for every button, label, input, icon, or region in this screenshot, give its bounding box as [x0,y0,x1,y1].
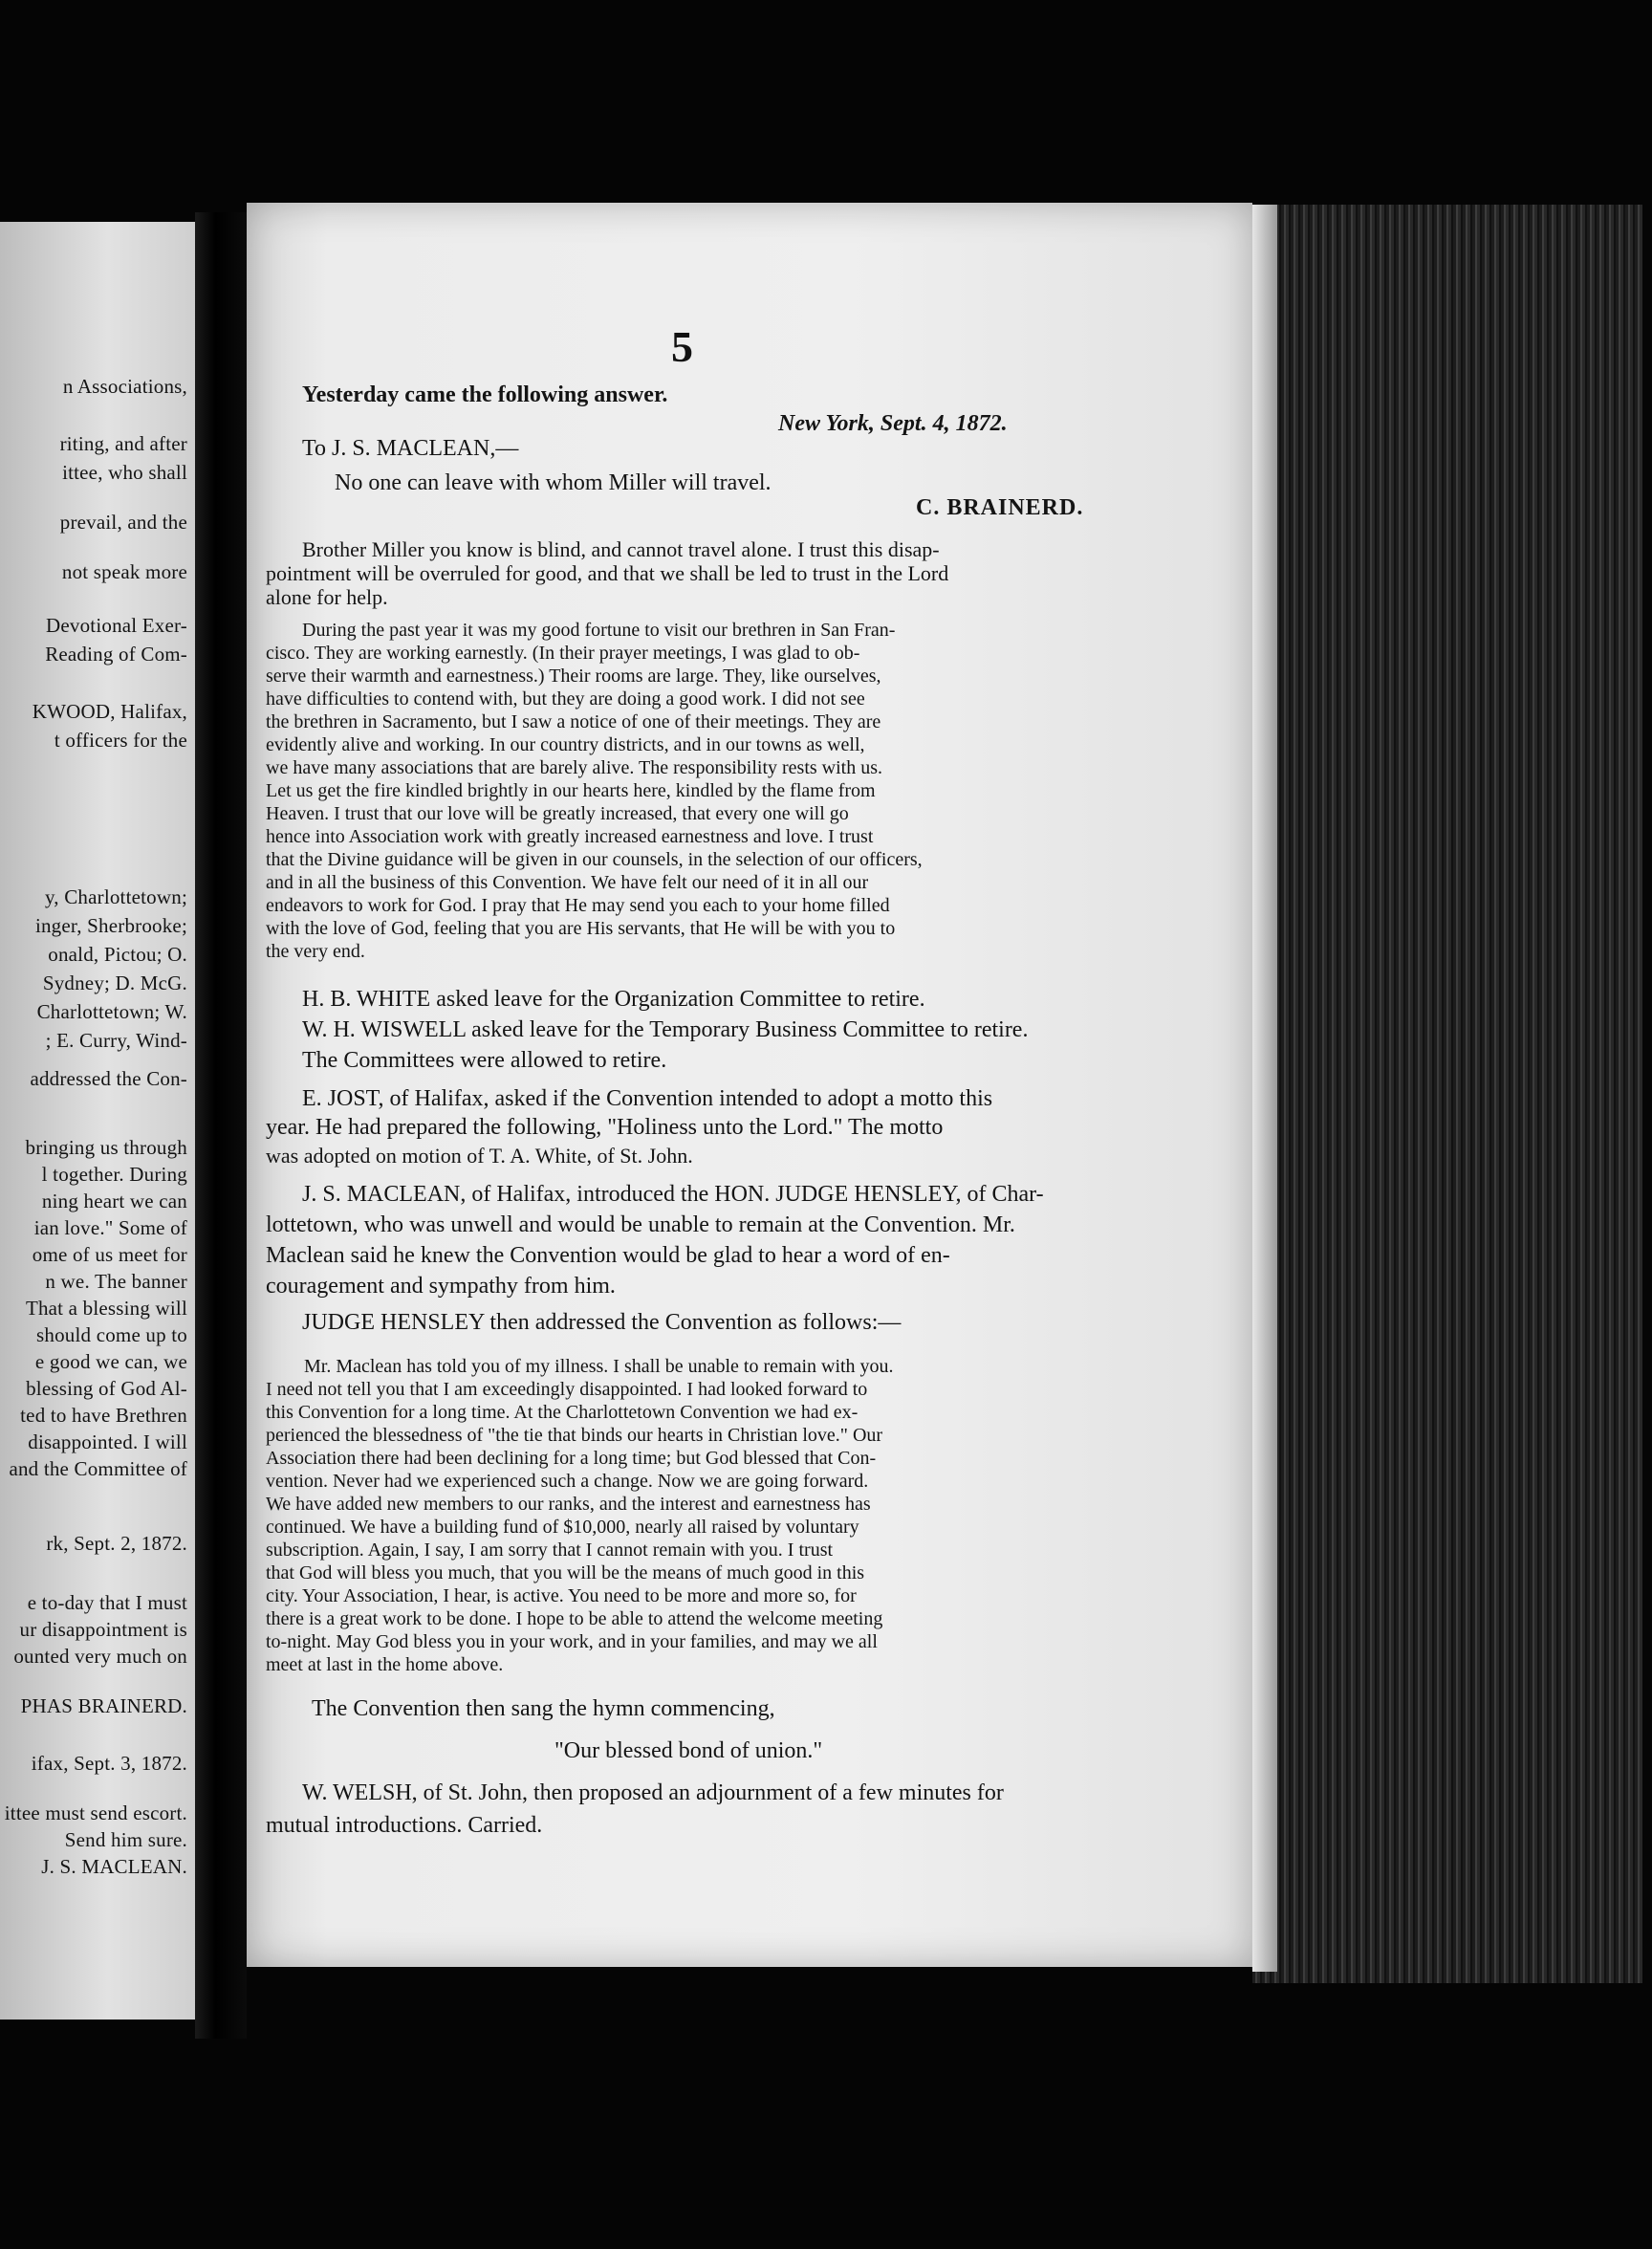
speech-line: We have added new members to our ranks, and the interest and earnestness has [266,1494,871,1515]
left-page-line: l together. During [41,1163,187,1186]
left-page-line: disappointed. I will [28,1430,187,1453]
left-page-line: ning heart we can [41,1190,187,1212]
dateline: New York, Sept. 4, 1872. [778,411,1008,436]
body-line: Heaven. I trust that our love will be greatly increased, that every one will go [266,803,849,824]
left-page-line: n Associations, [62,375,187,398]
minutes-line: Maclean said he knew the Convention would be glad to hear a word of en- [266,1243,950,1268]
answer-intro: Yesterday came the following answer. [302,382,668,407]
speech-line: Association there had been declining for a long time; but God blessed that Con- [266,1448,877,1469]
left-page-line: addressed the Con- [30,1067,187,1090]
speech-line: city. Your Association, I hear, is active. You need to be more and more so, for [266,1585,857,1606]
left-page-line: J. S. MACLEAN. [41,1855,187,1878]
minutes-line: H. B. WHITE asked leave for the Organization Committee to retire. [302,987,925,1012]
left-page-line: KWOOD, Halifax, [32,700,187,723]
body-line: pointment will be overruled for good, and that we shall be led to trust in the Lord [266,561,949,585]
body-line: endeavors to work for God. I pray that He may send you each to your home filled [266,895,890,916]
minutes-line: The Convention then sang the hymn commencing, [312,1696,775,1721]
signature: C. BRAINERD. [916,495,1084,520]
body-line: alone for help. [266,585,388,609]
minutes-line: E. JOST, of Halifax, asked if the Convention intended to adopt a motto this [302,1086,993,1111]
body-line: Brother Miller you know is blind, and cannot travel alone. I trust this disap- [302,537,940,561]
left-page-line: ifax, Sept. 3, 1872. [31,1752,187,1775]
minutes-line: W. WELSH, of St. John, then proposed an adjournment of a few minutes for [302,1780,1004,1805]
left-page-line: Charlottetown; W. [36,1000,187,1023]
left-page-line: y, Charlottetown; [44,885,187,908]
minutes-line: couragement and sympathy from him. [266,1274,616,1299]
minutes-line: mutual introductions. Carried. [266,1813,543,1838]
minutes-line: was adopted on motion of T. A. White, of St. John. [266,1144,693,1168]
left-page-line: Send him sure. [64,1828,187,1851]
left-page-line: prevail, and the [59,511,187,534]
left-page-line: onald, Pictou; O. [48,943,187,966]
left-page-line: ur disappointment is [19,1618,187,1641]
left-page-line: e to-day that I must [27,1591,187,1614]
speech-line: perienced the blessedness of "the tie that binds our hearts in Christian love." Our [266,1425,883,1446]
body-line: that the Divine guidance will be given in our counsels, in the selection of our officers, [266,849,923,870]
body-line: Let us get the fire kindled brightly in our hearts here, kindled by the flame from [266,780,876,801]
speech-line: Mr. Maclean has told you of my illness. I shall be unable to remain with you. [304,1356,894,1377]
page-edge-highlight [1252,205,1277,1972]
left-page-line: n we. The banner [45,1270,187,1293]
body-line: serve their warmth and earnestness.) Their rooms are large. They, like ourselves, [266,666,881,687]
speech-line: there is a great work to be done. I hope to be able to attend the welcome meeting [266,1608,883,1629]
left-page-line: e good we can, we [34,1350,187,1373]
body-line: we have many associations that are barely alive. The responsibility rests with us. [266,757,883,778]
minutes-line: J. S. MACLEAN, of Halifax, introduced the HON. JUDGE HENSLEY, of Char- [302,1182,1044,1207]
body-line: evidently alive and working. In our country districts, and in our towns as well, [266,734,865,755]
left-page-line: Reading of Com- [45,643,187,666]
book-gutter [195,212,247,2039]
left-page-line: PHAS BRAINERD. [20,1694,187,1717]
page-number: 5 [671,322,693,371]
body-line: the brethren in Sacramento, but I saw a notice of one of their meetings. They are [266,711,881,732]
left-page-line: ome of us meet for [32,1243,187,1266]
left-page-line: Sydney; D. McG. [42,972,187,994]
left-page-line: ian love." Some of [33,1216,187,1239]
left-page-line: not speak more [61,560,187,583]
minutes-line: lottetown, who was unwell and would be unable to remain at the Convention. Mr. [266,1212,1015,1237]
minutes-line: year. He had prepared the following, "Holiness unto the Lord." The motto [266,1115,944,1140]
speech-line: subscription. Again, I say, I am sorry that I cannot remain with you. I trust [266,1539,834,1561]
body-line: During the past year it was my good fortune to visit our brethren in San Fran- [302,620,896,641]
left-page-line: ittee, who shall [62,461,187,484]
left-page-line: ted to have Brethren [20,1404,187,1427]
body-line: the very end. [266,941,365,962]
body-line: cisco. They are working earnestly. (In their prayer meetings, I was glad to ob- [266,643,860,664]
left-page-line: ; E. Curry, Wind- [45,1029,187,1052]
left-page-line: ittee must send escort. [4,1801,187,1824]
speech-line: vention. Never had we experienced such a change. Now we are going forward. [266,1471,869,1492]
left-page-line: blessing of God Al- [26,1377,187,1400]
left-page-line: and the Committee of [9,1457,187,1480]
left-page-line: inger, Sherbrooke; [34,914,187,937]
minutes-line: W. H. WISWELL asked leave for the Temporary Business Committee to retire. [302,1017,1029,1042]
left-page-line: Devotional Exer- [46,614,187,637]
speech-line: this Convention for a long time. At the Charlottetown Convention we had ex- [266,1402,859,1423]
left-page-line: t officers for the [54,729,187,752]
hymn-title: "Our blessed bond of union." [554,1738,823,1763]
body-line: hence into Association work with greatly increased earnestness and love. I trust [266,826,874,847]
telegram-text: No one can leave with whom Miller will travel. [335,470,772,495]
minutes-line: JUDGE HENSLEY then addressed the Convention as follows:— [302,1310,902,1335]
minutes-line: The Committees were allowed to retire. [302,1048,667,1073]
left-page [0,222,195,2020]
speech-line: I need not tell you that I am exceedingly disappointed. I had looked forward to [266,1379,868,1400]
left-page-line: That a blessing will [25,1297,187,1320]
speech-line: continued. We have a building fund of $10,000, nearly all raised by voluntary [266,1517,859,1538]
speech-line: that God will bless you much, that you will be the means of much good in this [266,1562,865,1583]
speech-line: meet at last in the home above. [266,1654,504,1675]
left-page-line: riting, and after [59,432,187,455]
book-page-edges [1252,205,1642,1983]
body-line: with the love of God, feeling that you are His servants, that He will be with you to [266,918,896,939]
left-page-line: rk, Sept. 2, 1872. [46,1532,187,1555]
body-line: have difficulties to contend with, but they are doing a good work. I did not see [266,688,865,710]
speech-line: to-night. May God bless you in your work, and in your families, and may we all [266,1631,878,1652]
left-page-line: ounted very much on [13,1645,187,1668]
body-line: and in all the business of this Convention. We have felt our need of it in all our [266,872,869,893]
addressee: To J. S. MACLEAN,— [302,436,519,461]
left-page-line: should come up to [36,1323,187,1346]
left-page-line: bringing us through [25,1136,187,1159]
